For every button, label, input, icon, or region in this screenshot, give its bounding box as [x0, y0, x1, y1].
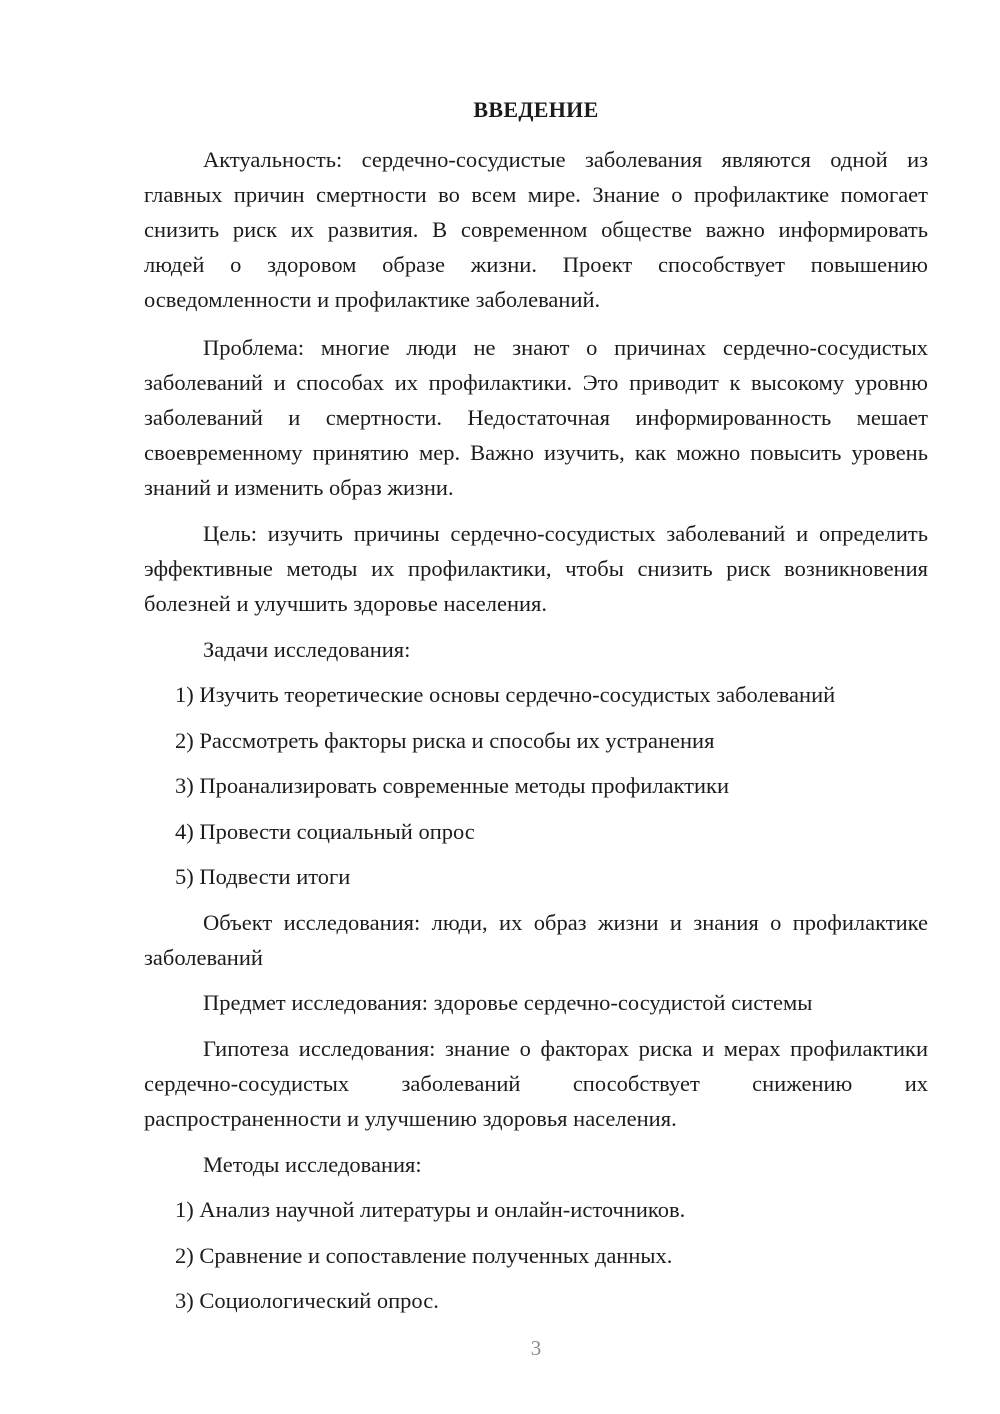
method-item-2: 2) Сравнение и сопоставление полученных данных.	[175, 1243, 673, 1268]
task-item-5: 5) Подвести итоги	[175, 864, 351, 889]
hypothesis-paragraph: Гипотеза исследования: знание о факторах риска и мерах профилактики сердечно-сосудистых заболеваний способствует снижению их распространенности и улучшению здоровья населения.	[144, 1036, 928, 1131]
task-item-3: 3) Проанализировать современные методы профилактики	[175, 773, 730, 798]
subject-paragraph: Предмет исследования: здоровье сердечно-сосудистой системы	[203, 990, 813, 1015]
method-item-1: 1) Анализ научной литературы и онлайн-источников.	[175, 1197, 686, 1222]
tasks-heading: Задачи исследования:	[203, 637, 411, 662]
task-item-2: 2) Рассмотреть факторы риска и способы их устранения	[175, 728, 715, 753]
document-page	[144, 0, 928, 1414]
relevance-paragraph: Актуальность: сердечно-сосудистые заболевания являются одной из главных причин смертности во всем мире. Знание о профилактике помогает снизить риск их развития. В современном обществе важно информировать людей о здоровом образе жизни. Проект способствует повышению осведомленности и профилактике заболеваний.	[144, 147, 928, 312]
task-item-4: 4) Провести социальный опрос	[175, 819, 475, 844]
object-paragraph: Объект исследования: люди, их образ жизни и знания о профилактике заболеваний	[144, 910, 928, 970]
page-number: 3	[530, 1336, 542, 1360]
method-item-3: 3) Социологический опрос.	[175, 1288, 439, 1313]
goal-paragraph: Цель: изучить причины сердечно-сосудистых заболеваний и определить эффективные методы их профилактики, чтобы снизить риск возникновения болезней и улучшить здоровье населения.	[144, 521, 928, 616]
problem-paragraph: Проблема: многие люди не знают о причинах сердечно-сосудистых заболеваний и способах их профилактики. Это приводит к высокому уровню заболеваний и смертности. Недостаточная информированность мешает своевременному принятию мер. Важно изучить, как можно повысить уровень знаний и изменить образ жизни.	[144, 335, 928, 500]
methods-heading: Методы исследования:	[203, 1152, 422, 1177]
section-title: ВВЕДЕНИЕ	[473, 97, 599, 122]
task-item-1: 1) Изучить теоретические основы сердечно-сосудистых заболеваний	[175, 682, 836, 707]
